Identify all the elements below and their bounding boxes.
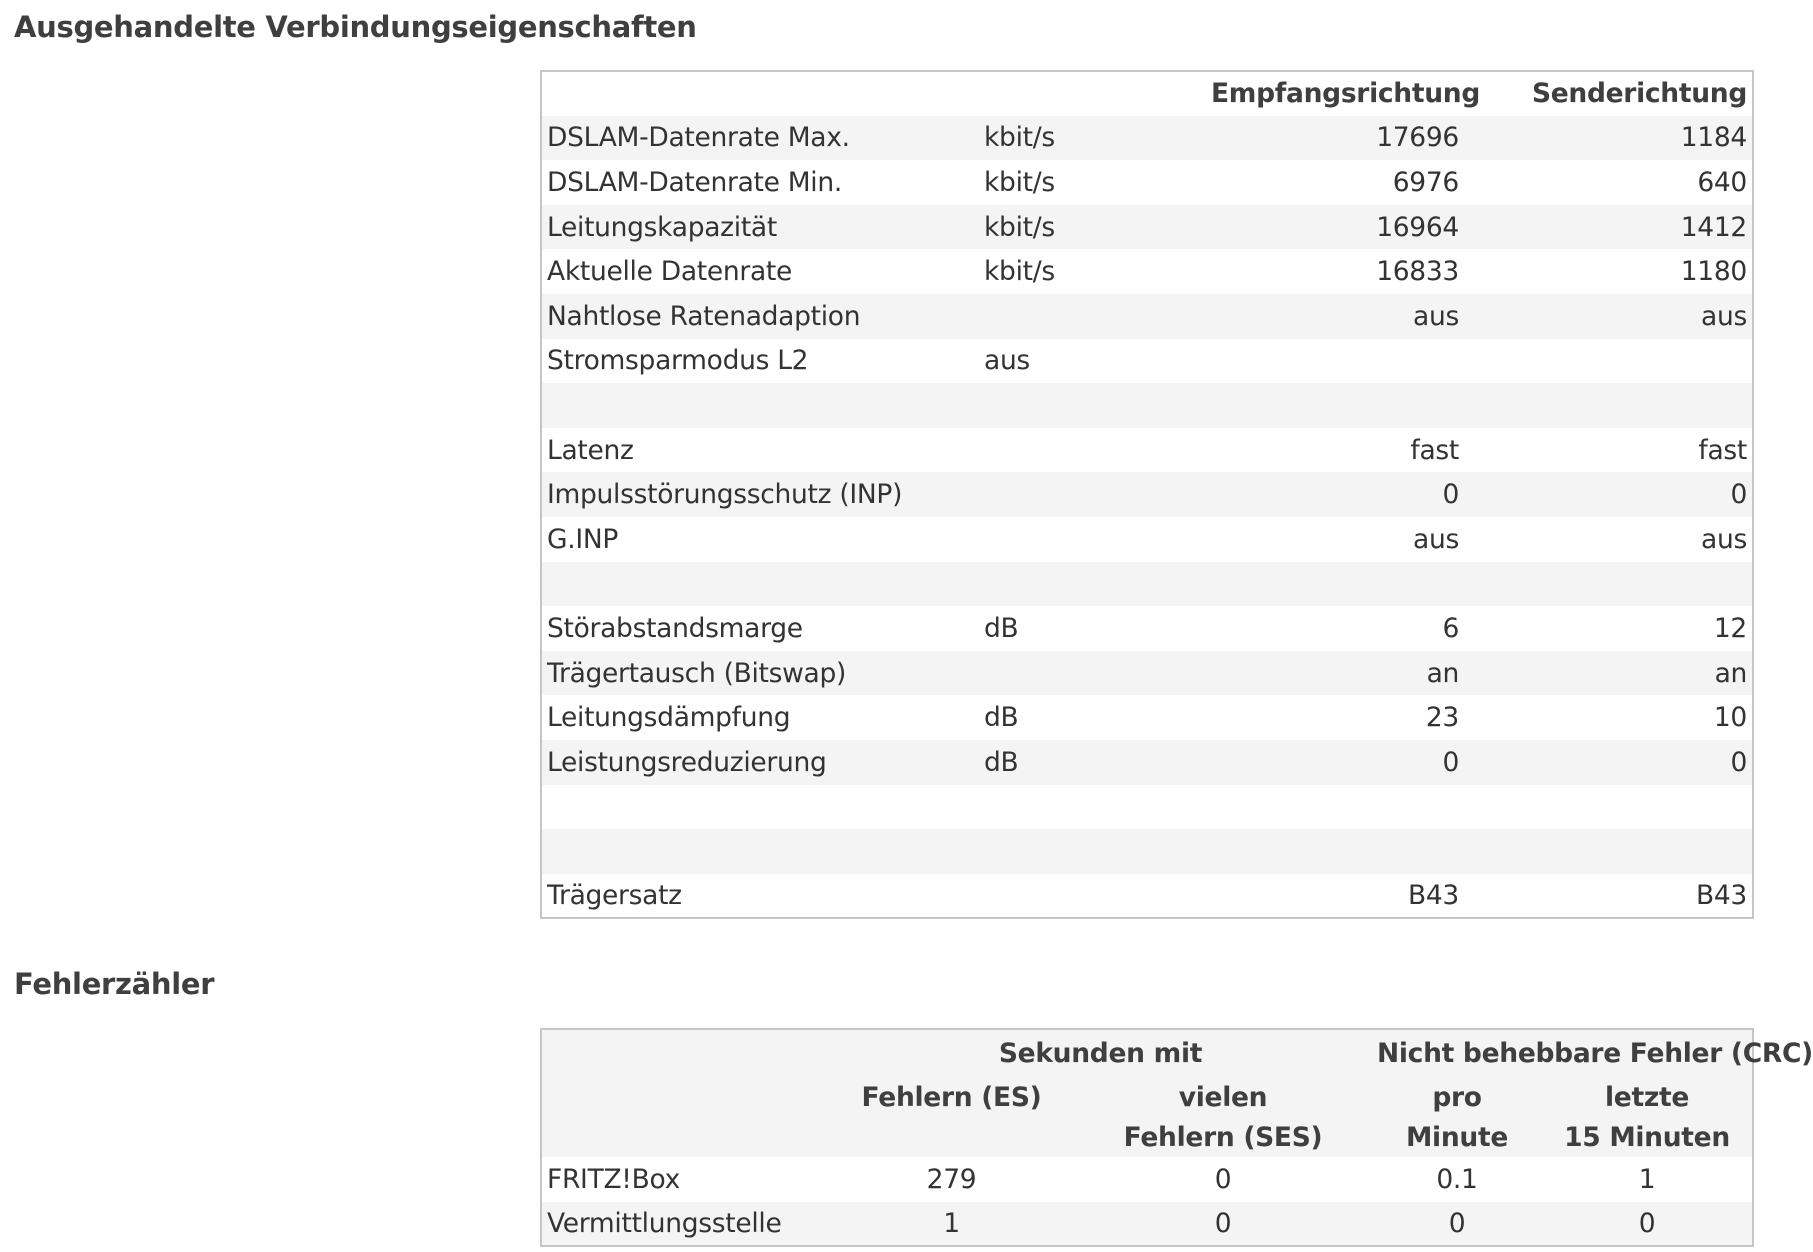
property-downstream-value: 6976 [1392, 166, 1459, 198]
property-row [541, 517, 1753, 562]
property-downstream-value: fast [1410, 434, 1459, 466]
header-ses-line2: Fehlern (SES) [1123, 1121, 1323, 1153]
error-ses-value: 0 [1214, 1207, 1232, 1239]
header-es: Fehlern (ES) [861, 1081, 1042, 1113]
property-upstream-value: B43 [1695, 879, 1747, 911]
property-downstream-value: 16833 [1376, 256, 1459, 288]
property-unit [979, 829, 1206, 874]
error-es-value: 1 [943, 1207, 960, 1239]
error-crc-15min-value: 0 [1638, 1207, 1656, 1239]
error-header-row-groups [541, 1029, 1753, 1077]
property-row [541, 740, 1753, 785]
error-header-blank [829, 1117, 1074, 1157]
property-upstream-value: an [1714, 657, 1747, 689]
property-row [541, 651, 1753, 696]
error-header-row-columns-2 [541, 1117, 1753, 1157]
property-unit [979, 428, 1206, 473]
property-label: Nahtlose Ratenadaption [547, 300, 861, 332]
connection-section-title: Ausgehandelte Verbindungseigenschaften [14, 10, 697, 44]
header-unit-blank [979, 71, 1206, 116]
property-upstream-value: 0 [1730, 479, 1747, 511]
header-downstream: Empfangsrichtung [1211, 78, 1480, 110]
property-unit: kbit/s [984, 211, 1055, 243]
property-upstream-value: 12 [1713, 612, 1747, 644]
property-upstream-value: 1180 [1680, 256, 1747, 288]
property-label: Trägersatz [547, 879, 682, 911]
error-header-row-columns [541, 1077, 1753, 1117]
property-row [541, 695, 1753, 740]
property-row [541, 249, 1753, 294]
property-row [541, 294, 1753, 339]
error-crc-15min-value: 1 [1638, 1163, 1656, 1195]
error-crc-minute-value: 0.1 [1436, 1163, 1478, 1195]
property-label: G.INP [547, 523, 619, 555]
property-unit: dB [984, 612, 1019, 644]
property-unit [979, 294, 1206, 339]
property-row [541, 472, 1753, 517]
header-crc-minute-line2: Minute [1405, 1121, 1509, 1153]
property-row [541, 160, 1753, 205]
property-label: Aktuelle Datenrate [547, 256, 792, 288]
property-upstream-value: 0 [1730, 746, 1747, 778]
property-downstream-value: 23 [1425, 702, 1459, 734]
property-row [541, 428, 1753, 473]
property-downstream-value: 17696 [1376, 122, 1459, 154]
error-header-blank [541, 1117, 829, 1157]
property-downstream-value: 0 [1442, 746, 1459, 778]
property-downstream-value: aus [1413, 300, 1459, 332]
property-upstream-value [1464, 785, 1753, 830]
header-crc-15min-line2: 15 Minuten [1564, 1121, 1730, 1153]
property-upstream-value: 10 [1713, 702, 1747, 734]
header-ses-line1: vielen [1178, 1081, 1268, 1113]
header-crc-15min-line1: letzte [1605, 1081, 1689, 1113]
property-upstream-value: 640 [1697, 166, 1747, 198]
header-crc-minute-line1: pro [1432, 1081, 1482, 1113]
header-group-seconds: Sekunden mit [998, 1038, 1203, 1069]
property-downstream-value: 16964 [1376, 211, 1459, 243]
property-downstream-value [1206, 562, 1464, 607]
property-upstream-value: aus [1701, 300, 1747, 332]
property-upstream-value: fast [1698, 434, 1747, 466]
error-crc-minute-value: 0 [1448, 1207, 1466, 1239]
property-unit: kbit/s [984, 256, 1055, 288]
property-row [541, 874, 1753, 919]
property-unit: dB [984, 746, 1019, 778]
error-row-fritzbox [541, 1157, 1753, 1202]
property-label: Leistungsreduzierung [547, 746, 827, 778]
spacer-row [541, 562, 1753, 607]
error-header-blank [541, 1029, 829, 1077]
property-downstream-value [1206, 339, 1464, 384]
header-upstream: Senderichtung [1531, 78, 1747, 110]
property-unit: kbit/s [984, 166, 1055, 198]
property-unit [979, 562, 1206, 607]
error-counter-table [540, 1028, 1813, 1247]
property-row [541, 116, 1753, 161]
property-unit: dB [984, 702, 1019, 734]
property-row [541, 606, 1753, 651]
property-label: Leitungskapazität [547, 211, 777, 243]
property-unit [979, 472, 1206, 517]
property-upstream-value [1464, 562, 1753, 607]
connection-header-row [541, 71, 1753, 116]
property-unit [979, 517, 1206, 562]
property-upstream-value: aus [1701, 523, 1747, 555]
property-upstream-value: 1184 [1680, 122, 1747, 154]
property-unit [979, 785, 1206, 830]
error-header-blank [541, 1077, 829, 1117]
error-row-exchange [541, 1202, 1753, 1247]
property-row [541, 339, 1753, 384]
property-label: Trägertausch (Bitswap) [547, 657, 847, 689]
property-label [541, 383, 979, 428]
connection-properties-table [540, 70, 1754, 919]
property-upstream-value [1464, 829, 1753, 874]
spacer-row [541, 383, 1753, 428]
error-ses-value: 0 [1214, 1163, 1232, 1195]
property-downstream-value [1206, 383, 1464, 428]
property-downstream-value: 0 [1442, 479, 1459, 511]
property-unit [979, 874, 1206, 919]
property-upstream-value [1464, 383, 1753, 428]
property-downstream-value: B43 [1407, 879, 1459, 911]
property-label: Impulsstörungsschutz (INP) [547, 479, 903, 511]
header-group-crc: Nicht behebbare Fehler (CRC) [1377, 1038, 1813, 1069]
property-label: Störabstandsmarge [547, 612, 803, 644]
errors-section-title: Fehlerzähler [14, 967, 215, 1001]
header-label-blank [541, 71, 979, 116]
property-unit: kbit/s [984, 122, 1055, 154]
property-label [541, 829, 979, 874]
property-downstream-value: aus [1413, 523, 1459, 555]
property-label: Leitungsdämpfung [547, 702, 791, 734]
property-downstream-value: 6 [1442, 612, 1459, 644]
property-label [541, 785, 979, 830]
error-row-label: Vermittlungsstelle [547, 1207, 782, 1239]
property-upstream-value: 1412 [1680, 211, 1747, 243]
property-downstream-value [1206, 829, 1464, 874]
property-label: DSLAM-Datenrate Max. [547, 122, 850, 154]
property-label: Stromsparmodus L2 [547, 345, 809, 377]
property-label: Latenz [547, 434, 634, 466]
error-es-value: 279 [926, 1163, 977, 1195]
property-label: DSLAM-Datenrate Min. [547, 166, 842, 198]
error-row-label: FRITZ!Box [547, 1163, 680, 1195]
spacer-row [541, 785, 1753, 830]
property-unit [979, 651, 1206, 696]
property-downstream-value: an [1426, 657, 1459, 689]
property-unit: aus [984, 345, 1030, 377]
property-upstream-value [1464, 339, 1753, 384]
property-unit [979, 383, 1206, 428]
property-label [541, 562, 979, 607]
spacer-row [541, 829, 1753, 874]
property-downstream-value [1206, 785, 1464, 830]
property-row [541, 205, 1753, 250]
